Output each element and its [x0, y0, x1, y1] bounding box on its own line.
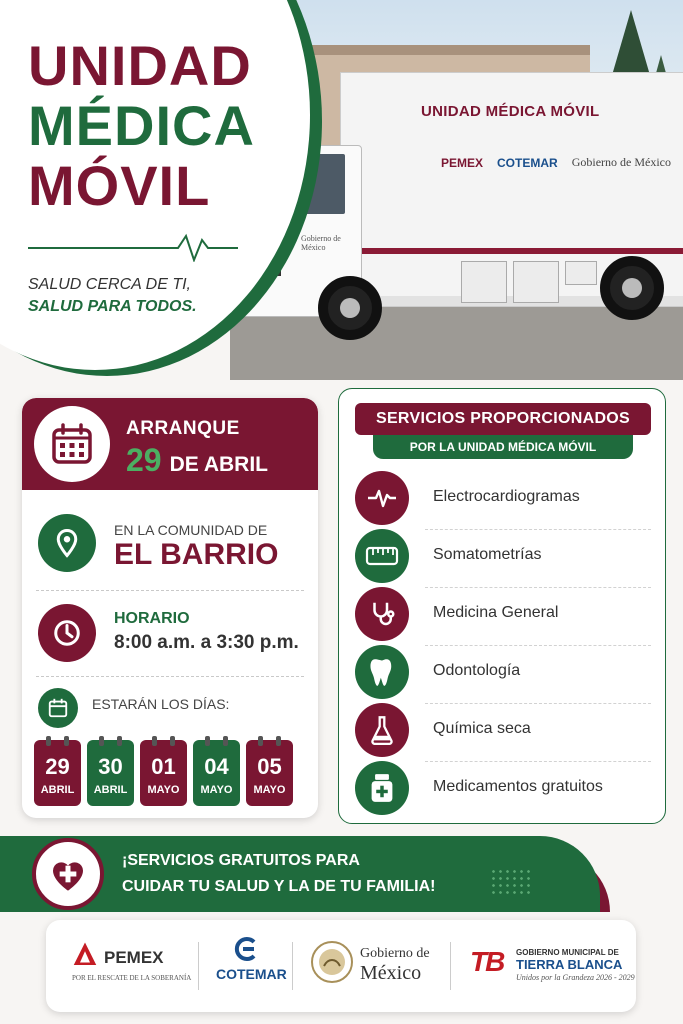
days-label: ESTARÁN LOS DÍAS: — [92, 696, 230, 712]
day-card — [87, 740, 134, 806]
divider — [36, 590, 304, 591]
service-item — [355, 471, 651, 527]
start-date-header — [22, 398, 318, 490]
front-wheel — [318, 276, 382, 340]
truck-stripe — [341, 248, 683, 254]
tb-line-2: TIERRA BLANCA — [516, 957, 623, 972]
location-prefix: EN LA COMUNIDAD DE — [114, 522, 268, 538]
truck-panel — [513, 261, 559, 303]
cab-label: Gobierno de México — [301, 234, 341, 252]
services-subtitle: POR LA UNIDAD MÉDICA MÓVIL — [373, 435, 633, 459]
event-info-card — [22, 398, 318, 818]
day-card — [140, 740, 187, 806]
service-label: Medicamentos gratuitos — [433, 778, 603, 795]
day-card — [193, 740, 240, 806]
schedule-hours: 8:00 a.m. a 3:30 p.m. — [114, 632, 299, 653]
divider — [292, 942, 293, 990]
day-card — [34, 740, 81, 806]
location-name: EL BARRIO — [114, 538, 279, 571]
services-card — [338, 388, 666, 824]
truck-logo-pemex: PEMEX — [441, 155, 484, 170]
stethoscope-icon — [355, 587, 409, 641]
tierra-blanca-logo: TB — [470, 946, 504, 977]
gobierno-line-1: Gobierno de — [360, 946, 430, 961]
day-month: MAYO — [147, 784, 180, 796]
heart-plus-icon — [32, 838, 104, 910]
decorative-dots — [490, 868, 530, 898]
hero-section — [0, 0, 683, 380]
day-month: MAYO — [253, 784, 286, 796]
tb-line-3: Unidos por la Grandeza 2026 - 2029 — [516, 973, 635, 982]
calendar-small-icon — [38, 688, 78, 728]
service-item — [355, 761, 651, 817]
national-seal-icon — [310, 940, 354, 984]
services-title: SERVICIOS PROPORCIONADOS — [355, 403, 651, 435]
gobierno-line-2: México — [360, 962, 422, 984]
service-label: Electrocardiogramas — [433, 488, 580, 505]
medicine-bottle-icon — [355, 761, 409, 815]
cotemar-name: COTEMAR — [216, 966, 287, 982]
day-number: 29 — [45, 754, 70, 779]
title-line-2: MÉDICA — [28, 94, 255, 157]
calendar-icon — [34, 406, 110, 482]
truck-title: UNIDAD MÉDICA MÓVIL — [421, 103, 600, 120]
cotemar-logo-icon — [234, 936, 258, 962]
pemex-tagline: POR EL RESCATE DE LA SOBERANÍA — [72, 974, 192, 982]
hero-title — [28, 36, 288, 216]
start-label: ARRANQUE — [126, 418, 240, 439]
start-date — [126, 442, 268, 479]
pemex-name: PEMEX — [104, 948, 164, 967]
rear-wheel — [600, 256, 664, 320]
divider — [450, 942, 451, 990]
start-day: 29 — [126, 442, 162, 478]
heartbeat-icon — [355, 471, 409, 525]
location-pin-icon — [38, 514, 96, 572]
flask-icon — [355, 703, 409, 757]
tb-line-1: GOBIERNO MUNICIPAL DE — [516, 948, 619, 957]
service-item — [355, 645, 651, 701]
slogan-line-2: SALUD PARA TODOS. — [28, 298, 197, 315]
truck-logos — [441, 155, 671, 170]
title-line-1: UNIDAD — [28, 34, 252, 97]
service-item — [355, 703, 651, 759]
day-card — [246, 740, 293, 806]
truck-logo-cotemar: COTEMAR — [497, 155, 558, 170]
day-number: 04 — [204, 754, 229, 779]
truck-panel — [461, 261, 507, 303]
schedule-label: HORARIO — [114, 610, 190, 627]
day-number: 01 — [151, 754, 176, 779]
slogan-line-1: SALUD CERCA DE TI, — [28, 276, 191, 293]
sponsor-logos-footer — [46, 920, 636, 1012]
service-item — [355, 529, 651, 585]
banner-message — [122, 848, 435, 900]
day-number: 05 — [257, 754, 282, 779]
title-line-3: MÓVIL — [28, 154, 211, 217]
heartbeat-line-icon — [28, 232, 238, 262]
measuring-tape-icon — [355, 529, 409, 583]
pemex-logo-icon — [70, 940, 100, 970]
banner-line-2: CUIDAR TU SALUD Y LA DE TU FAMILIA! — [122, 878, 436, 895]
service-label: Somatometrías — [433, 546, 542, 563]
banner-line-1: ¡SERVICIOS GRATUITOS PARA — [122, 852, 360, 869]
truck-panel — [565, 261, 597, 285]
day-month: ABRIL — [40, 784, 75, 796]
tooth-icon — [355, 645, 409, 699]
start-month: DE ABRIL — [169, 453, 268, 476]
service-label: Medicina General — [433, 604, 559, 621]
truck-logo-gobierno: Gobierno de México — [571, 155, 671, 169]
day-month: ABRIL — [93, 784, 128, 796]
service-item — [355, 587, 651, 643]
days-list — [34, 740, 293, 806]
day-number: 30 — [98, 754, 123, 779]
clock-icon — [38, 604, 96, 662]
day-month: MAYO — [200, 784, 233, 796]
divider — [198, 942, 199, 990]
service-label: Química seca — [433, 720, 531, 737]
service-label: Odontología — [433, 662, 521, 679]
divider — [36, 676, 304, 677]
